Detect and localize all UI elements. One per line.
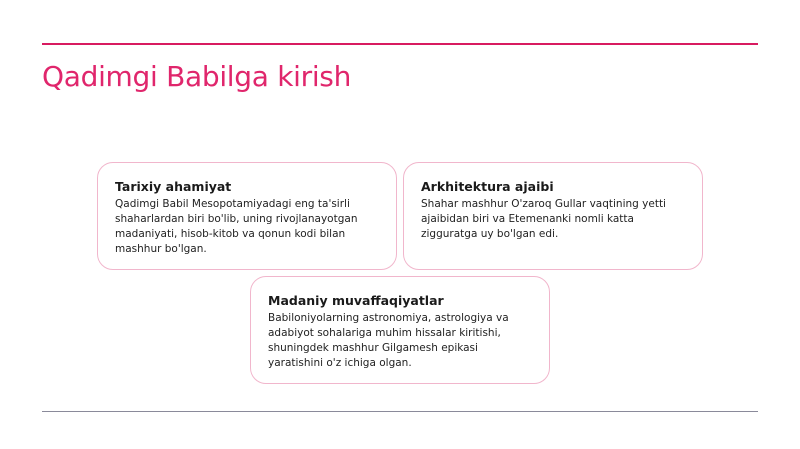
card-body: Babiloniyolarning astronomiya, astrologiya va adabiyot sohalariga muhim hissalar kiritishi, shuningdek mashhur Gilgamesh epikasi yaratishini o'z ichiga olgan. — [268, 312, 509, 369]
card-heading: Madaniy muvaffaqiyatlar — [268, 293, 444, 308]
bottom-divider — [42, 411, 758, 412]
top-divider — [42, 43, 758, 45]
card-cultural-achievements — [250, 276, 550, 384]
card-historical-significance — [97, 162, 397, 270]
card-architecture-wonder — [403, 162, 703, 270]
card-body: Shahar mashhur O'zaroq Gullar vaqtining yetti ajaibidan biri va Etemenanki nomli katta zigguratga uy bo'lgan edi. — [421, 198, 666, 240]
card-body: Qadimgi Babil Mesopotamiyadagi eng ta'sirli shaharlardan biri bo'lib, uning rivojlanayotgan madaniyati, hisob-kitob va qonun kodi bilan mashhur bo'lgan. — [115, 198, 358, 255]
slide-title: Qadimgi Babilga kirish — [42, 60, 352, 93]
card-heading: Arkhitektura ajaibi — [421, 179, 554, 194]
card-heading: Tarixiy ahamiyat — [115, 179, 232, 194]
